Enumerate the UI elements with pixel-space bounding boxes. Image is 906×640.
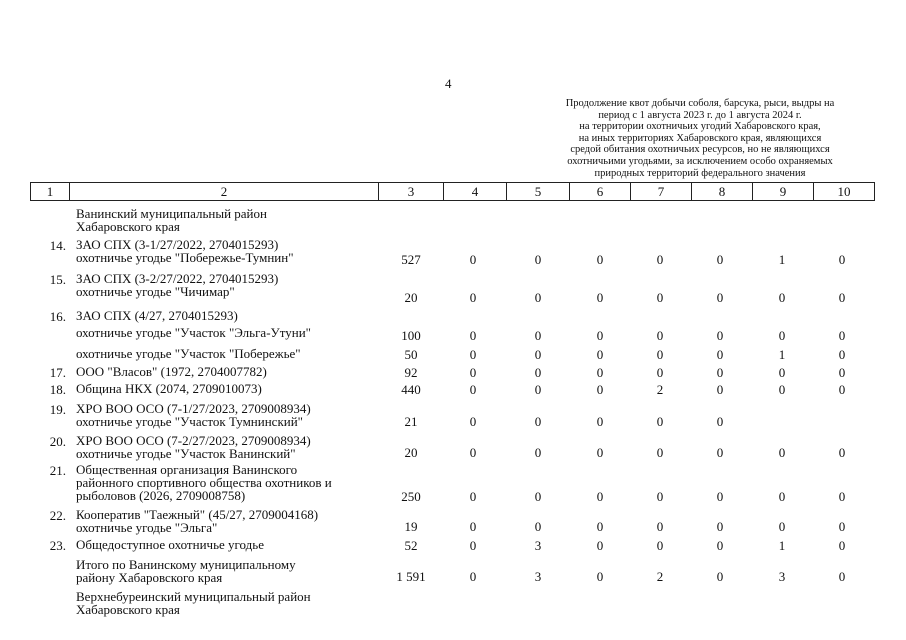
value-cell-col4: 0 (469, 290, 477, 305)
caption-line: на территории охотничьих угодий Хабаровского края, (579, 121, 821, 133)
row-name-line: Итого по Ванинскому муниципальному (76, 557, 296, 572)
caption-line: Продолжение квот добычи соболя, барсука, рыси, выдры на (565, 98, 835, 109)
value-cell-col7: 0 (656, 445, 664, 460)
row-name-line: Общественная организация Ванинского (76, 462, 298, 477)
value-cell-col5: 0 (534, 347, 542, 362)
row-name (76, 347, 381, 360)
value-cell-col5: 3 (534, 569, 542, 584)
row-name-line: охотничье угодье "Участок "Эльга-Утуни" (76, 325, 311, 340)
caption-line: период с 1 августа 2023 г. до 1 августа 2024 г. (598, 109, 802, 121)
value-cell-col7: 2 (656, 569, 664, 584)
value-cell-col7: 0 (656, 252, 664, 267)
row-name (76, 382, 381, 395)
value-cell-col7: 0 (656, 328, 664, 343)
row-name-line: ЗАО СПХ (3-1/27/2022, 2704015293) (76, 237, 279, 252)
value-cell-col7: 0 (656, 519, 664, 534)
caption-line: на иных территориях Хабаровского края, являющихся (578, 132, 822, 144)
value-cell-col9: 1 (778, 538, 786, 553)
value-cell-col5: 0 (534, 328, 542, 343)
value-cell-col7: 0 (656, 365, 664, 380)
value-cell-col9: 0 (778, 489, 786, 504)
row-name-line: охотничье угодье "Эльга" (76, 520, 218, 535)
value-cell-col3: 92 (404, 365, 418, 380)
value-cell-col3: 527 (401, 252, 421, 267)
row-name (76, 326, 381, 339)
value-cell-col6: 0 (596, 414, 604, 429)
value-cell-col7: 0 (656, 538, 664, 553)
row-name-line: Хабаровского края (76, 602, 180, 617)
value-cell-col6: 0 (596, 365, 604, 380)
value-cell-col6: 0 (596, 328, 604, 343)
value-cell-col3: 250 (401, 489, 421, 504)
value-cell-col7: 0 (656, 347, 664, 362)
row-name-line: ООО "Власов" (1972, 2704007782) (76, 364, 267, 379)
value-cell-col8: 0 (716, 489, 724, 504)
value-cell-col5: 0 (534, 445, 542, 460)
row-name-line: Общедоступное охотничье угодье (76, 537, 264, 552)
row-name-line: охотничье угодье "Участок Тумнинский" (76, 414, 303, 429)
row-name (76, 309, 381, 322)
header-cell-10: 10 (814, 183, 875, 201)
row-number-label: 17. (49, 365, 66, 380)
row-name-line: району Хабаровского края (76, 570, 223, 585)
header-cell-5: 5 (507, 183, 570, 201)
value-cell-col5: 0 (534, 365, 542, 380)
value-cell-col6: 0 (596, 519, 604, 534)
value-cell-col6: 0 (596, 489, 604, 504)
row-number-label: 16. (49, 309, 66, 324)
row-name-line: Община НКХ (2074, 2709010073) (76, 381, 262, 396)
row-name (76, 434, 381, 460)
table-caption (530, 98, 870, 179)
row-name-line: охотничье угодье "Участок "Побережье" (76, 346, 301, 361)
value-cell-col6: 0 (596, 290, 604, 305)
value-cell-col8: 0 (716, 382, 724, 397)
row-name (76, 365, 381, 378)
value-cell-col8: 0 (716, 569, 724, 584)
row-name-line: ЗАО СПХ (3-2/27/2022, 2704015293) (76, 271, 279, 286)
value-cell-col6: 0 (596, 538, 604, 553)
row-name-line: Ванинский муниципальный район (76, 206, 267, 221)
value-cell-col5: 0 (534, 519, 542, 534)
value-cell-col5: 0 (534, 382, 542, 397)
value-cell-col8: 0 (716, 347, 724, 362)
value-cell-col8: 0 (716, 328, 724, 343)
value-cell-col10: 0 (838, 489, 846, 504)
value-cell-col10: 0 (838, 538, 846, 553)
value-cell-col4: 0 (469, 445, 477, 460)
header-cell-1: 1 (31, 183, 70, 201)
row-number-label: 23. (49, 538, 66, 553)
value-cell-col10: 0 (838, 328, 846, 343)
value-cell-col8: 0 (716, 290, 724, 305)
value-cell-col9: 0 (778, 382, 786, 397)
row-name (76, 558, 381, 584)
row-name-line: ЗАО СПХ (4/27, 2704015293) (76, 308, 238, 323)
header-cell-9: 9 (753, 183, 814, 201)
value-cell-col3: 20 (404, 445, 418, 460)
value-cell-col8: 0 (716, 519, 724, 534)
value-cell-col9: 0 (778, 328, 786, 343)
value-cell-col9: 0 (778, 290, 786, 305)
value-cell-col7: 0 (656, 290, 664, 305)
value-cell-col10: 0 (838, 445, 846, 460)
value-cell-col6: 0 (596, 445, 604, 460)
value-cell-col3: 20 (404, 290, 418, 305)
value-cell-col10: 0 (838, 347, 846, 362)
row-name (76, 402, 381, 428)
value-cell-col9: 0 (778, 365, 786, 380)
page-number: 4 (445, 76, 452, 91)
value-cell-col4: 0 (469, 347, 477, 362)
value-cell-col4: 0 (469, 519, 477, 534)
value-cell-col6: 0 (596, 569, 604, 584)
value-cell-col5: 0 (534, 414, 542, 429)
row-name (76, 207, 381, 233)
row-name-line: ХРО ВОО ОСО (7-2/27/2023, 2709008934) (76, 433, 311, 448)
value-cell-col9: 0 (778, 445, 786, 460)
value-cell-col9: 1 (778, 252, 786, 267)
value-cell-col8: 0 (716, 252, 724, 267)
value-cell-col6: 0 (596, 252, 604, 267)
value-cell-col3: 1 591 (396, 569, 426, 584)
value-cell-col4: 0 (469, 414, 477, 429)
row-name-line: Хабаровского края (76, 219, 180, 234)
value-cell-col3: 50 (404, 347, 418, 362)
header-cell-2: 2 (70, 183, 379, 201)
row-name-line: ХРО ВОО ОСО (7-1/27/2023, 2709008934) (76, 401, 311, 416)
row-number-label: 20. (49, 434, 66, 449)
header-cell-3: 3 (379, 183, 444, 201)
row-name-line: районного спортивного общества охотников и (76, 475, 332, 490)
row-name (76, 508, 381, 534)
header-cell-4: 4 (444, 183, 507, 201)
caption-line: охотничьими угодьями, за исключением особо охраняемых (567, 155, 833, 167)
value-cell-col9: 3 (778, 569, 786, 584)
value-cell-col5: 3 (534, 538, 542, 553)
row-name-line: рыболовов (2026, 2709008758) (76, 488, 246, 503)
value-cell-col4: 0 (469, 538, 477, 553)
value-cell-col6: 0 (596, 382, 604, 397)
value-cell-col4: 0 (469, 489, 477, 504)
value-cell-col8: 0 (716, 365, 724, 380)
value-cell-col10: 0 (838, 382, 846, 397)
value-cell-col10: 0 (838, 252, 846, 267)
header-cell-7: 7 (631, 183, 692, 201)
row-name-line: охотничье угодье "Чичимар" (76, 284, 235, 299)
value-cell-col3: 100 (401, 328, 421, 343)
row-name (76, 590, 381, 616)
row-number-label: 19. (49, 402, 66, 417)
value-cell-col8: 0 (716, 538, 724, 553)
value-cell-col7: 0 (656, 414, 664, 429)
row-name (76, 538, 381, 551)
caption-line: природных территорий федерального значения (594, 167, 806, 179)
value-cell-col4: 0 (469, 382, 477, 397)
value-cell-col5: 0 (534, 252, 542, 267)
value-cell-col7: 0 (656, 489, 664, 504)
value-cell-col4: 0 (469, 365, 477, 380)
value-cell-col3: 19 (404, 519, 418, 534)
value-cell-col8: 0 (716, 414, 724, 429)
row-name (76, 272, 381, 298)
value-cell-col4: 0 (469, 328, 477, 343)
value-cell-col4: 0 (469, 569, 477, 584)
value-cell-col9: 1 (778, 347, 786, 362)
row-name (76, 238, 381, 264)
header-cell-6: 6 (570, 183, 631, 201)
value-cell-col8: 0 (716, 445, 724, 460)
value-cell-col7: 2 (656, 382, 664, 397)
caption-line: средой обитания охотничьих ресурсов, но не являющихся (570, 144, 830, 156)
value-cell-col10: 0 (838, 569, 846, 584)
header-cell-8: 8 (692, 183, 753, 201)
value-cell-col3: 440 (401, 382, 421, 397)
column-number-header (30, 182, 875, 201)
value-cell-col9: 0 (778, 519, 786, 534)
value-cell-col10: 0 (838, 290, 846, 305)
value-cell-col6: 0 (596, 347, 604, 362)
value-cell-col5: 0 (534, 290, 542, 305)
value-cell-col10: 0 (838, 519, 846, 534)
row-number-label: 14. (49, 238, 66, 253)
row-number-label: 18. (49, 382, 66, 397)
row-number-label: 22. (49, 508, 66, 523)
row-name (76, 463, 381, 502)
row-name-line: охотничье угодье "Побережье-Тумнин" (76, 250, 294, 265)
row-number-label: 21. (49, 463, 66, 478)
row-name-line: Верхнебуреинский муниципальный район (76, 589, 311, 604)
value-cell-col10: 0 (838, 365, 846, 380)
row-name-line: Кооператив "Таежный" (45/27, 2709004168) (76, 507, 319, 522)
value-cell-col5: 0 (534, 489, 542, 504)
row-name-line: охотничье угодье "Участок Ванинский" (76, 446, 296, 461)
value-cell-col3: 21 (404, 414, 418, 429)
row-number-label: 15. (49, 272, 66, 287)
value-cell-col4: 0 (469, 252, 477, 267)
value-cell-col3: 52 (404, 538, 418, 553)
